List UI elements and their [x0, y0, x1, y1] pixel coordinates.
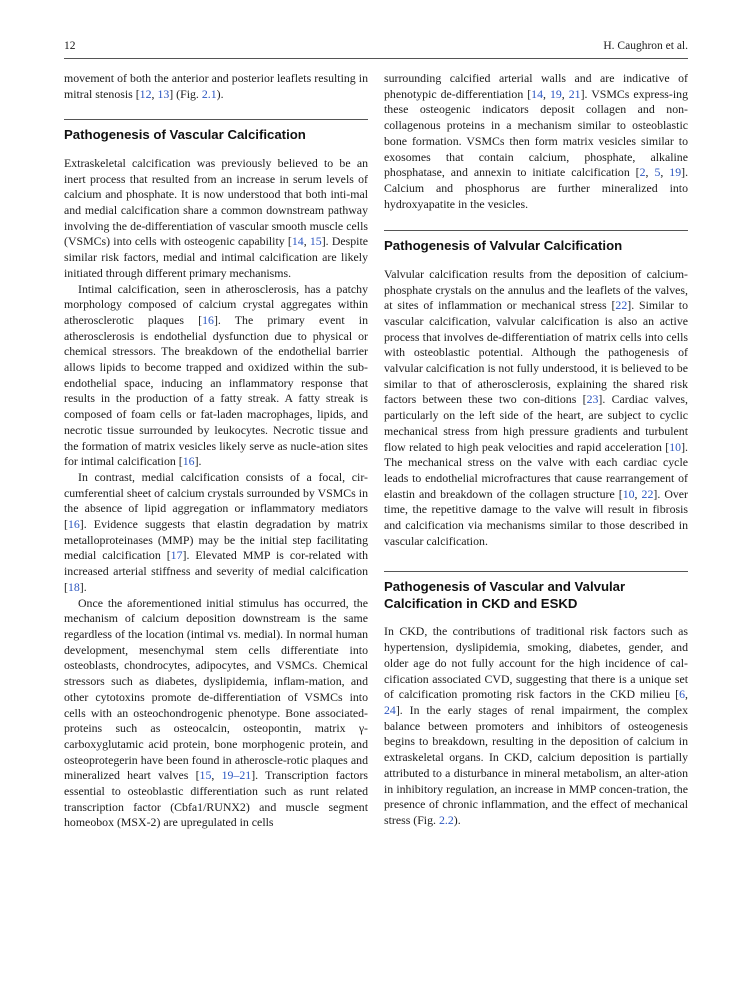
- section-divider: [384, 230, 688, 231]
- text-run: ]. Similar to vascular calcification, valvular calcification is also an active process that involves de-differentiation of matrix cells into cells with osteoblastic potential. Although the pathogenesis of valvular calcification is not fully understood, it is believed to be similar to that of atherosclerosis, explaining the shared risk factors between these two con-ditions [: [384, 298, 688, 407]
- continued-paragraph: [384, 71, 688, 212]
- citation-link[interactable]: 22: [641, 486, 654, 501]
- citation-link[interactable]: 24: [384, 703, 396, 717]
- text-run: ,: [543, 86, 550, 101]
- text-run: ].: [194, 454, 202, 469]
- text-run: ]. Cardiac valves, particularly on the left side of the heart, are subject to cyclic mechanical stress from high pressure gradients and turbulent flow related to high peak velocities and rapid acceleration [: [384, 392, 688, 454]
- text-run: ]. Over time, the repetitive damage to the valve will result in fibrosis and calcification via mechanisms similar to those described in vascular calcification.: [384, 486, 689, 548]
- citation-link[interactable]: 23: [586, 392, 599, 407]
- text-run: ,: [685, 687, 688, 702]
- text-run: ,: [634, 486, 642, 501]
- section-heading-valvular: [384, 230, 688, 255]
- citation-link[interactable]: 19: [549, 86, 562, 101]
- text-run: ]. In the early stages of renal impairment, the complex balance between promoters and inhibitors of osteogenesis begins to breakdown, resulting in the deposition of calcium in extraskeletal organs. In CKD, calcium deposition is partially attributed to a disturbance in mineral metabolism, an alter-ation in inhibitory regulation, an increase in MMP concen-tration, the presence of chronic inflammation, and the effect of mechanical stress (Fig.: [384, 703, 688, 827]
- citation-link[interactable]: 16: [202, 312, 214, 327]
- text-run: ,: [660, 165, 670, 180]
- text-run: surrounding calcified arterial walls and are indicative of phenotypic de-differentiation [: [384, 71, 688, 101]
- section-heading-ckd: [384, 571, 688, 612]
- citation-link[interactable]: 18: [67, 579, 80, 594]
- citation-link[interactable]: 16: [182, 454, 195, 469]
- text-run: ,: [561, 86, 569, 101]
- text-run: ]. Calcium and phosphorus are further mineralized into hydroxyapatite in the vesicles.: [384, 165, 689, 211]
- text-run: ,: [303, 234, 310, 249]
- citation-link[interactable]: 12: [139, 86, 152, 101]
- section-title: Pathogenesis of Vascular Calcification: [64, 127, 306, 143]
- text-run: ] (Fig.: [169, 86, 202, 101]
- citation-link[interactable]: 19: [669, 165, 682, 180]
- section-title: [384, 579, 688, 612]
- text-run: ,: [151, 86, 158, 101]
- citation-link[interactable]: 16: [67, 517, 80, 532]
- running-header-authors: H. Caughron et al.: [603, 40, 688, 52]
- section-heading-vascular: [64, 119, 368, 144]
- section-title-line: Calcification in CKD and ESKD: [384, 595, 578, 611]
- left-column: [64, 71, 368, 831]
- citation-link[interactable]: 17: [170, 548, 183, 563]
- citation-link[interactable]: 6: [679, 687, 686, 702]
- citation-link[interactable]: 13: [157, 86, 170, 101]
- citation-link[interactable]: 15: [309, 234, 322, 249]
- body-paragraph: [64, 282, 368, 470]
- text-run: ]. The primary event in atherosclerosis is endothelial dysfunction due to physical or chemical stressors. The breakdown of the endothelial barrier allows lipids to become trapped and oxidized within the sub-endothelial space, inducing an inflammatory response that results in the production of a fatty streak. A fatty streak is composed of foam cells or fat-laden macrophages, lipids, and necrotic tissue surrounded by leukocytes. Necrotic tissue and the formation of matrix vesicles likely serve as nucle-ation sites for intimal calcification [: [64, 312, 368, 469]
- citation-link[interactable]: 10: [622, 486, 635, 501]
- text-run: ]. Transcription factors essential to osteoblastic differentiation such as runt related transcription factor (Cbfa1/RUNX2) and muscle segment homeobox (MSX-2) are upregulated in cells: [64, 768, 369, 830]
- text-run: ,: [645, 165, 655, 180]
- citation-link[interactable]: 5: [654, 165, 661, 180]
- citation-link[interactable]: 14: [531, 86, 544, 101]
- text-run: ].: [79, 579, 87, 594]
- section-title: Pathogenesis of Valvular Calcification: [384, 238, 623, 254]
- body-paragraph: [384, 267, 688, 550]
- citation-link[interactable]: 2.1: [201, 86, 217, 101]
- citation-link[interactable]: 14: [291, 234, 304, 249]
- body-paragraph: [64, 470, 368, 596]
- section-divider: [384, 571, 688, 572]
- body-paragraph: [64, 156, 368, 282]
- text-run: ]. VSMCs express-ing these osteogenic indicators deposit collagen and non-collagenous proteins in a mechanism similar to osteoblastic bone formation. VSMCs then form matrix vesicles similar to exosomes that contain calcium, phosphate, alkaline phosphatase, and annexin to initiate calcification [: [384, 86, 688, 180]
- text-run: Intimal calcification, seen in atherosclerosis, has a patchy morphology composed of calcium crystal aggregates within atherosclerotic plaques [: [64, 281, 368, 327]
- text-run: In CKD, the contributions of traditional risk factors such as hypertension, dyslipidemia, smoking, diabetes, gender, and older age do not fully account for the high incidence of cal-cification associated CVD, suggesting that there is a unique set of calcification promoting risk factors in the CKD milieu [: [384, 624, 688, 702]
- text-run: Extraskeletal calcification was previously believed to be an inert process that resulted from an increase in serum levels of calcium and phosphate. It is now understood that both inti-mal and medial calcification share a common downstream pathway involving the de-differentiation of vascular smooth muscle cells (VSMCs) into cells with osteogenic capability [: [64, 155, 368, 249]
- running-header: [64, 40, 688, 58]
- citation-link[interactable]: 15: [199, 768, 212, 783]
- page-number: 12: [64, 40, 76, 52]
- text-run: movement of both the anterior and posterior leaflets resulting in mitral stenosis [: [64, 71, 368, 101]
- section-title-line: Pathogenesis of Vascular and Valvular: [384, 579, 626, 595]
- text-run: ,: [211, 768, 222, 783]
- text-run: Once the aforementioned initial stimulus has occurred, the mechanism of calcium deposition downstream is the same regardless of the location (intimal vs. medial). In normal human development, mesenchymal stem cells differentiate into osteoblasts, chondrocytes, adipocytes, and VSMCs. Chemical stressors such as diabetes, dyslipidemia, inflam-mation, and other cytotoxins promote de-differentiation of VSMCs into cells with an osteochondrogenic phenotype. Bone associated-proteins such as osteocalcin, osteopontin, matrix γ-carboxyglutamic acid protein, bone morphogenic protein, and osteoprotegerin have been found in atheroscle-rotic plaques and mineralized heart valves [: [64, 595, 368, 783]
- text-run: In contrast, medial calcification consists of a focal, cir-cumferential sheet of calcium crystals surrounded by VSMCs in the absence of lipid aggregation or inflammatory mediators [: [64, 469, 368, 532]
- text-run: ]. The mechanical stress on the valve with each cardiac cycle leads to endothelial microfractures that cause rearrangement of elastin and breakdown of the collagen structure [: [384, 439, 688, 501]
- section-divider: [64, 119, 368, 120]
- citation-link[interactable]: 21: [568, 86, 581, 101]
- body-paragraph: [384, 624, 688, 828]
- citation-link[interactable]: 22: [615, 298, 628, 313]
- continued-paragraph: [64, 71, 368, 102]
- text-run: ]. Elevated MMP is cor-related with increased arterial stiffness and severity of medial calcification [: [64, 548, 368, 594]
- header-divider: [64, 58, 688, 59]
- text-run: ).: [216, 86, 224, 101]
- right-column: [384, 71, 688, 829]
- body-paragraph: [64, 596, 368, 832]
- citation-link[interactable]: 2: [639, 165, 646, 180]
- text-run: Valvular calcification results from the deposition of calcium-phosphate crystals on the annulus and the leaflets of the valves, at sites of inflammation or mechanical stress [: [384, 266, 688, 313]
- text-run: ]. Evidence suggests that elastin degradation by matrix metalloproteinases (MMP) may be the initial step facilitating medial calcification [: [64, 517, 368, 563]
- text-run: ]. Despite similar risk factors, medial and intimal calcification are likely initiated through different primary mechanisms.: [64, 234, 369, 280]
- citation-link[interactable]: 10: [669, 439, 682, 454]
- citation-link[interactable]: 19–21: [221, 768, 252, 783]
- citation-link[interactable]: 2.2: [438, 812, 454, 827]
- text-run: ).: [453, 812, 461, 827]
